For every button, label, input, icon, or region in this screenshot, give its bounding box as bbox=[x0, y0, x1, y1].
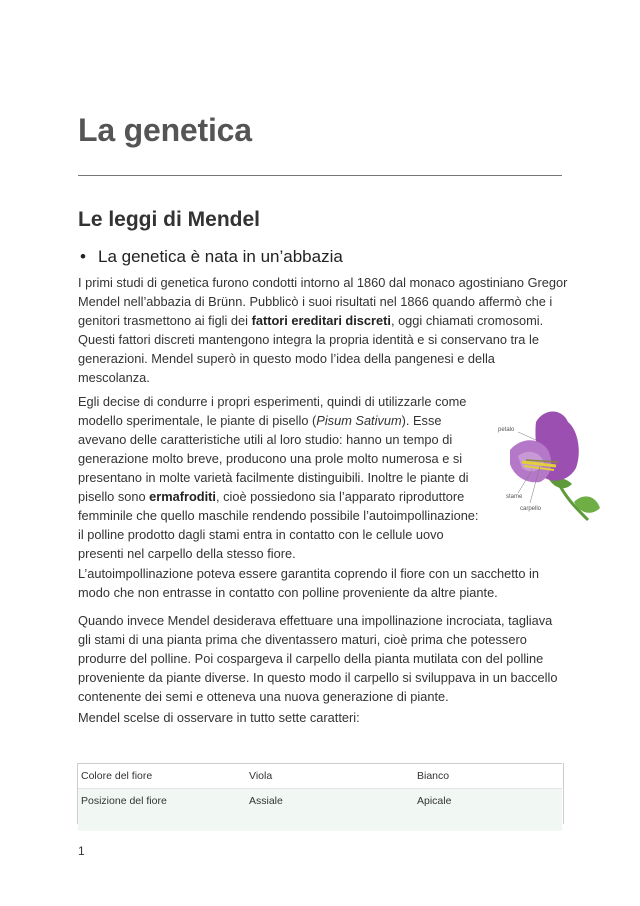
paragraph-cross-pollination: Quando invece Mendel desiderava effettuare una impollinazione incrociata, tagliava gli stami di una pianta prima che diventassero maturi, cioè prima che potessero produrre del polline. Poi cospargeva il carpello della pianta mutilata con del polline proveniente da piante diverse. In questo modo il carpello si sviluppava in un baccello contenente dei semi e otteneva una nuova generazione di piante. bbox=[78, 613, 558, 704]
table-cell: Apicale bbox=[414, 789, 562, 832]
paragraph-experiments bbox=[78, 392, 480, 563]
traits-table bbox=[78, 763, 562, 831]
table-cell: Posizione del fiore bbox=[78, 789, 246, 832]
petal-leader-line bbox=[518, 432, 536, 440]
bullet-text: La genetica è nata in un’abbazia bbox=[98, 247, 343, 266]
paragraph-experiments-bold: ermafroditi bbox=[149, 489, 216, 504]
paragraph-intro-bold: fattori ereditari discreti bbox=[251, 313, 391, 328]
page-number: 1 bbox=[78, 844, 85, 858]
paragraph-traits-intro: Mendel scelse di osservare in tutto sette caratteri: bbox=[78, 710, 360, 725]
species-name: Pisum Sativum bbox=[316, 413, 402, 428]
table-cell: Colore del fiore bbox=[78, 764, 246, 789]
table-cell: Bianco bbox=[414, 764, 562, 789]
table-cell: Viola bbox=[246, 764, 414, 789]
label-carpello: carpello bbox=[520, 506, 542, 512]
paragraph-intro-rest: , oggi chiamati cromosomi. Questi fattori discreti mantengono integra la propria identità e si conservano tra le generazioni. Mendel superò in questo modo l’idea della pangenesi e della mescolanza. bbox=[78, 313, 544, 385]
table-cell: Assiale bbox=[246, 789, 414, 832]
label-stame: stame bbox=[506, 494, 523, 500]
bullet-marker: • bbox=[80, 247, 86, 266]
paragraph-experiments-text-1: Egli decise di condurre i propri esperimenti, quindi di utilizzarle come modello sperimentale, le piante di pisello ( bbox=[78, 394, 467, 428]
title-divider bbox=[78, 175, 562, 176]
paragraph-intro-text: I primi studi di genetica furono condotti intorno al 1860 dal monaco agostiniano Gregor Mendel nell’abbazia di Brünn. Pubblicò i suoi risultati nel 1866 quando affermò che i genitori trasmettono ai figli dei bbox=[78, 275, 568, 328]
paragraph-intro bbox=[78, 273, 568, 387]
table-row bbox=[78, 789, 562, 832]
bullet-item bbox=[80, 247, 343, 267]
flower-diagram bbox=[496, 404, 604, 526]
paragraph-self-pollination: L’autoimpollinazione poteva essere garantita coprendo il fiore con un sacchetto in modo che non entrasse in contatto con polline proveniente da altre piante. bbox=[78, 566, 539, 600]
label-petalo: petalo bbox=[498, 427, 515, 433]
table-row bbox=[78, 764, 562, 789]
section-heading: Le leggi di Mendel bbox=[78, 208, 261, 231]
page-title: La genetica bbox=[78, 112, 252, 148]
paragraph-experiments-text-3: , cioè possiedono sia l’apparato riproduttore femminile che quello maschile rendendo possibile l’autoimpollinazione: il polline prodotto dagli stami entra in contatto con le cellule uovo presenti nel carpello della stesso fiore. bbox=[78, 489, 479, 561]
paragraph-experiments-text-2: ). Esse avevano delle caratteristiche utili al loro studio: hanno un tempo di generazione molto breve, producono una prole molto numerosa e si presentano in molte varietà facilmente distinguibili. Inoltre le piante di pisello sono bbox=[78, 413, 469, 504]
